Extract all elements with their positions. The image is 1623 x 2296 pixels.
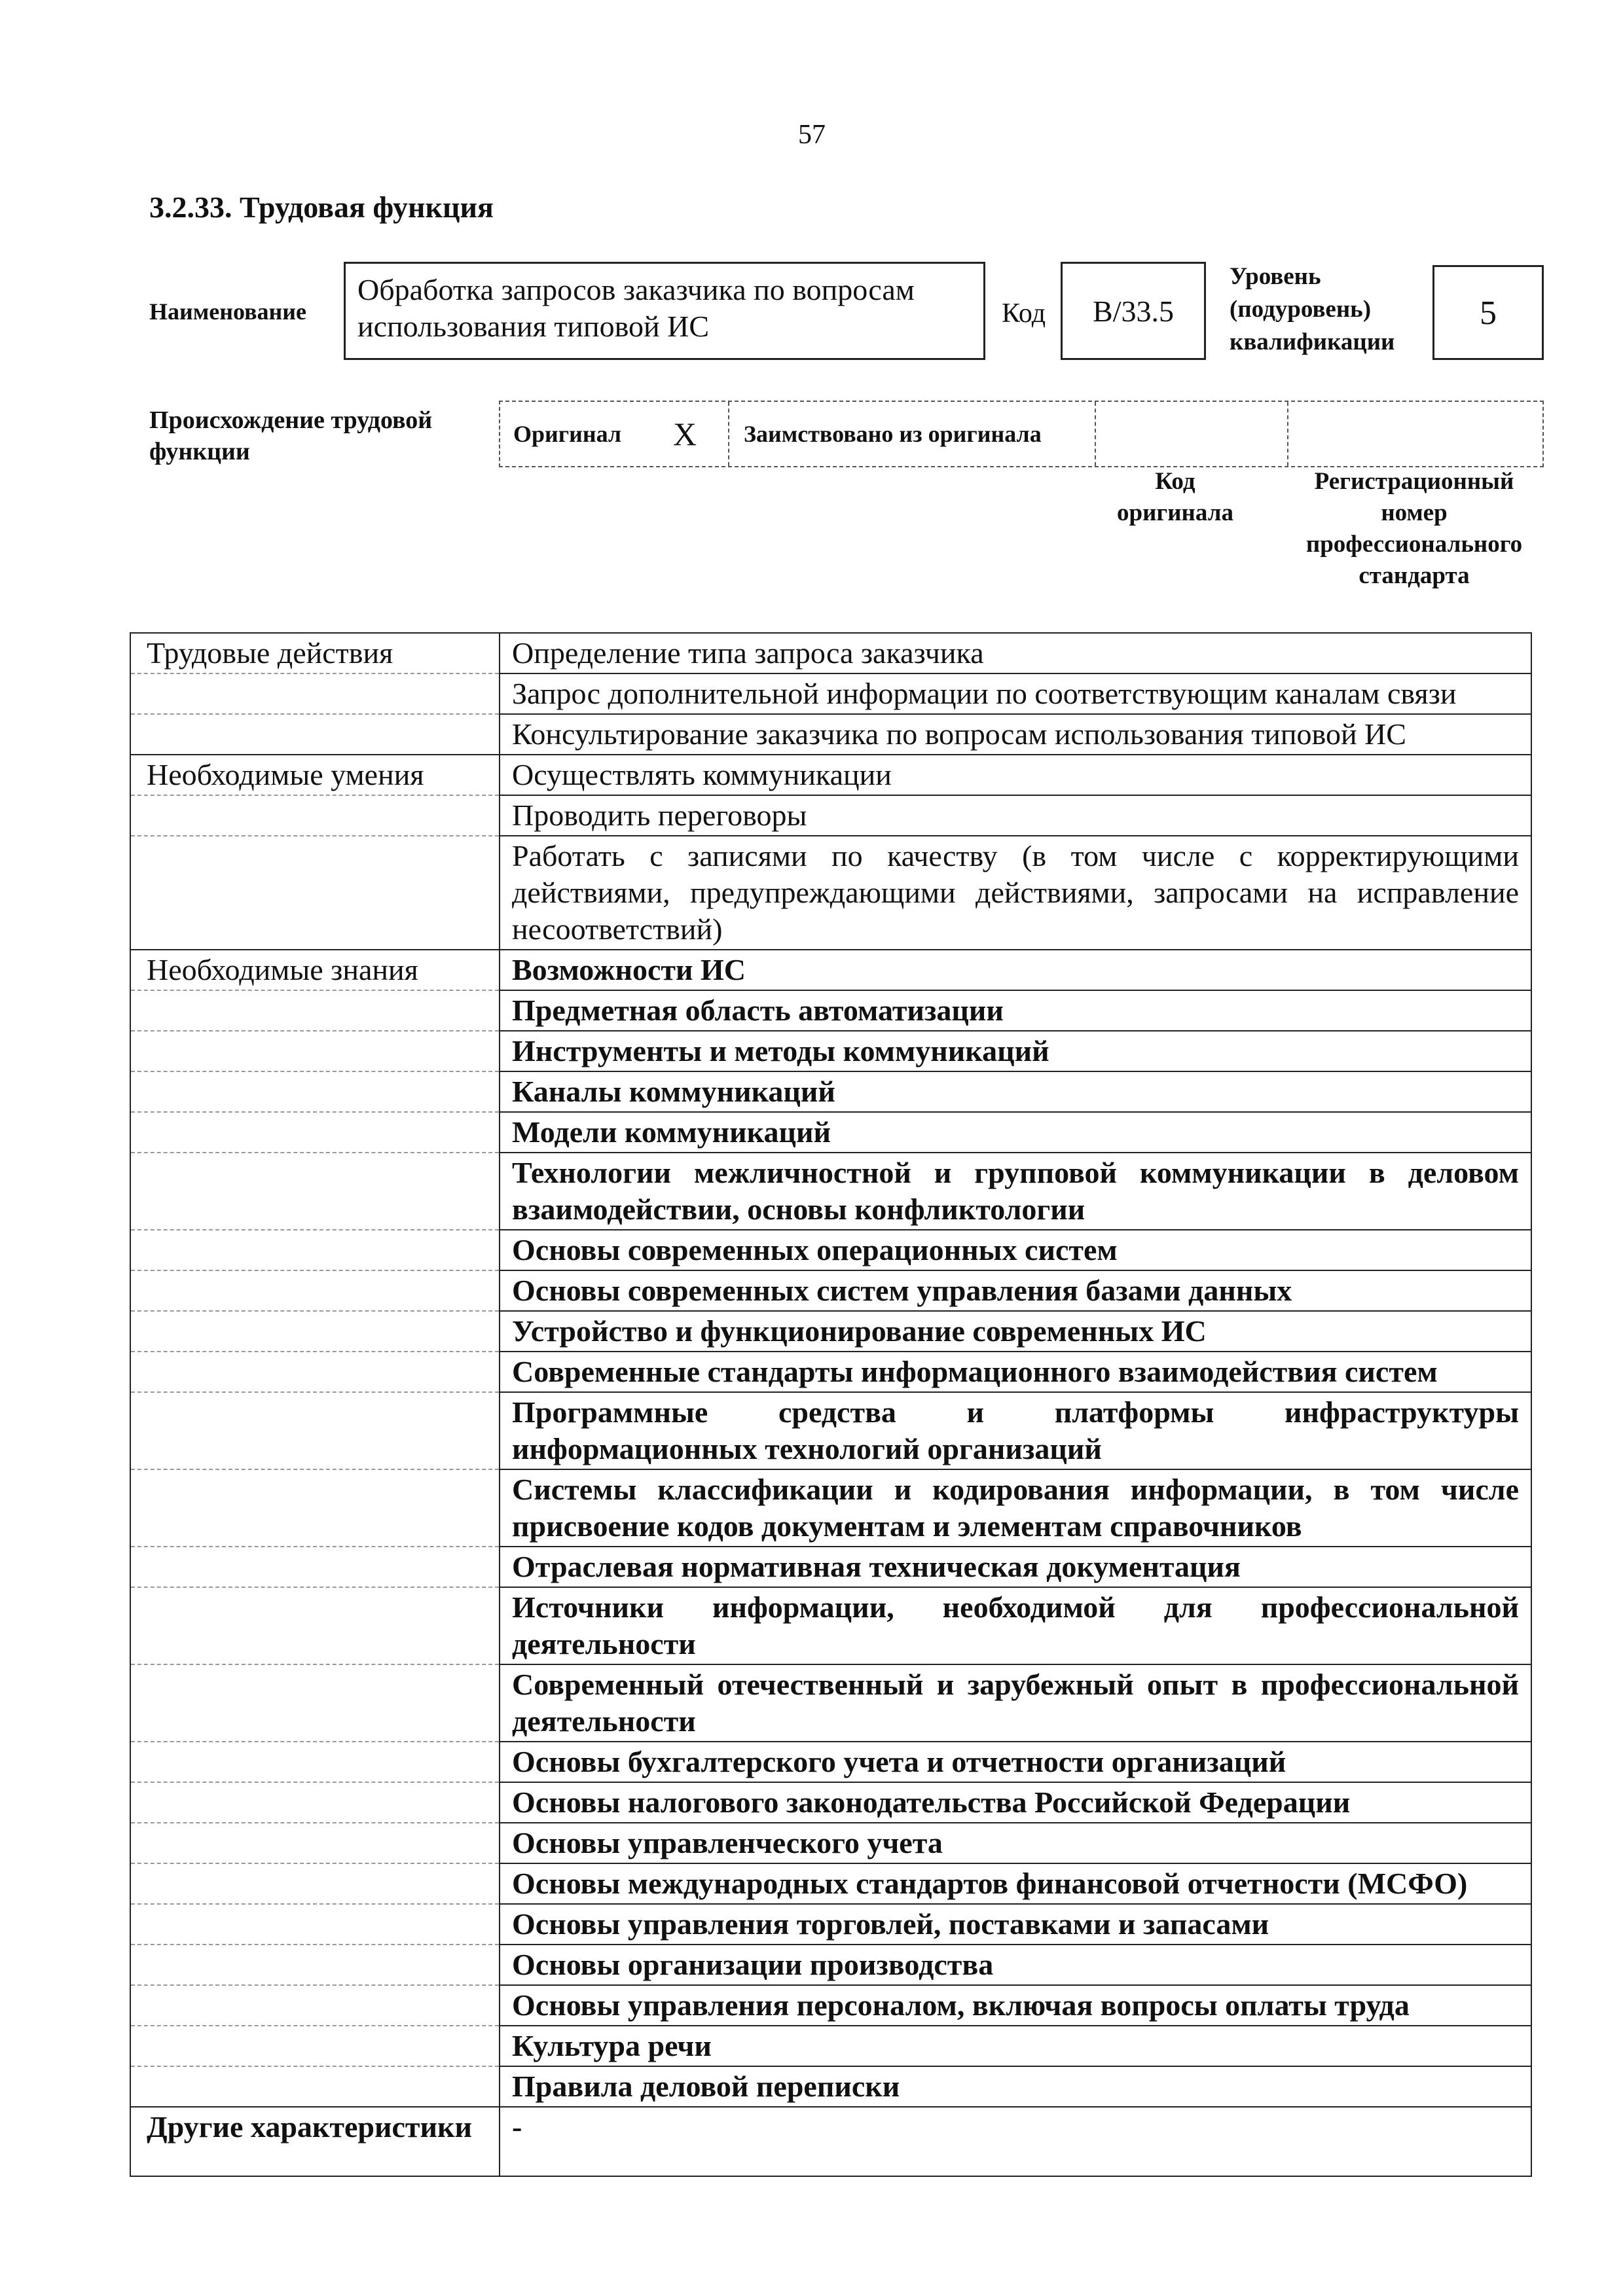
list-item: Отраслевая нормативная техническая документация [500, 1547, 1531, 1587]
list-item: Осуществлять коммуникации [500, 755, 1531, 795]
competency-table [130, 632, 1532, 2177]
table-row [130, 1587, 1531, 1664]
level-box: 5 [1432, 265, 1544, 360]
section-label-continued [130, 1112, 500, 1153]
list-item: Проводить переговоры [500, 795, 1531, 836]
list-item: Основы управления персоналом, включая вопросы оплаты труда [500, 1985, 1531, 2026]
table-row [130, 2026, 1531, 2066]
name-label: Наименование [149, 298, 306, 325]
origin-original-label: Оригинал [513, 421, 622, 447]
list-item: Работать с записями по качеству (в том числе с корректирующими действиями, предупреждающими действиями, запросами на исправление несоответствий) [500, 836, 1531, 950]
table-row [130, 1270, 1531, 1311]
section-label-continued [130, 1153, 500, 1230]
list-item: Запрос дополнительной информации по соответствующим каналам связи [500, 673, 1531, 714]
table-row [130, 1071, 1531, 1112]
section-label-continued [130, 2066, 500, 2107]
table-row [130, 1742, 1531, 1782]
code-label: Код [1002, 298, 1046, 329]
list-item: Правила деловой переписки [500, 2066, 1531, 2107]
list-item: Источники информации, необходимой для профессиональной деятельности [500, 1587, 1531, 1664]
section-label-continued [130, 795, 500, 836]
table-row [130, 950, 1531, 990]
table-row [130, 1311, 1531, 1352]
list-item: Основы налогового законодательства Российской Федерации [500, 1782, 1531, 1823]
list-item: Основы управления торговлей, поставками и запасами [500, 1904, 1531, 1945]
list-item: Современный отечественный и зарубежный опыт в профессиональной деятельности [500, 1664, 1531, 1742]
table-row [130, 1469, 1531, 1547]
section-label: Трудовые действия [130, 633, 500, 673]
table-row [130, 755, 1531, 795]
section-label-continued [130, 990, 500, 1031]
table-row [130, 1664, 1531, 1742]
list-item: Основы организации производства [500, 1945, 1531, 1985]
code-box: B/33.5 [1061, 262, 1206, 360]
origin-table [499, 401, 1544, 467]
table-row [130, 1985, 1531, 2026]
section-label-continued [130, 836, 500, 950]
section-label-continued [130, 2026, 500, 2066]
list-item: Современные стандарты информационного взаимодействия систем [500, 1352, 1531, 1392]
caption-code-original: Код оригинала [1117, 468, 1233, 526]
table-row [130, 1547, 1531, 1587]
origin-borrowed-label: Заимствовано из оригинала [744, 421, 1042, 447]
section-heading: 3.2.33. Трудовая функция [149, 190, 494, 224]
list-item: Программные средства и платформы инфраструктуры информационных технологий организаций [500, 1392, 1531, 1469]
table-row [130, 1230, 1531, 1270]
origin-label: Происхождение трудовой функции [149, 406, 433, 465]
section-label-continued [130, 1863, 500, 1904]
table-row [130, 795, 1531, 836]
section-label: Необходимые знания [130, 950, 500, 990]
section-label-continued [130, 1031, 500, 1071]
section-label-continued [130, 1230, 500, 1270]
list-item: Основы управленческого учета [500, 1823, 1531, 1863]
table-row [130, 1782, 1531, 1823]
section-label-continued [130, 1311, 500, 1352]
table-row [130, 1352, 1531, 1392]
section-label-continued [130, 714, 500, 755]
list-item: Основы бухгалтерского учета и отчетности организаций [500, 1742, 1531, 1782]
section-label-continued [130, 1664, 500, 1742]
page-number: 57 [798, 120, 826, 150]
list-item: Технологии межличностной и групповой коммуникации в деловом взаимодействии, основы конфликтологии [500, 1153, 1531, 1230]
table-row [130, 1112, 1531, 1153]
table-row [130, 673, 1531, 714]
section-label-continued [130, 1392, 500, 1469]
table-row [130, 633, 1531, 673]
section-label-continued [130, 1782, 500, 1823]
table-row [130, 1945, 1531, 1985]
table-row [130, 1031, 1531, 1071]
origin-borrowed-cell [729, 402, 1096, 466]
table-row [130, 1863, 1531, 1904]
table-row [130, 1904, 1531, 1945]
list-item: Системы классификации и кодирования информации, в том числе присвоение кодов документам и элементам справочников [500, 1469, 1531, 1547]
list-item: Инструменты и методы коммуникаций [500, 1031, 1531, 1071]
caption-registration-number: Регистрационный номер профессионального стандарта [1305, 468, 1523, 589]
section-label-continued [130, 1071, 500, 1112]
table-row [130, 714, 1531, 755]
origin-reg-cell [1288, 402, 1542, 466]
section-label-continued [130, 1270, 500, 1311]
origin-code-cell [1096, 402, 1288, 466]
table-row [130, 2066, 1531, 2107]
section-label-continued [130, 673, 500, 714]
section-label-continued [130, 1469, 500, 1547]
section-label-continued [130, 1945, 500, 1985]
list-item: Основы современных операционных систем [500, 1230, 1531, 1270]
list-item: Основы современных систем управления базами данных [500, 1270, 1531, 1311]
section-label-continued [130, 1985, 500, 2026]
origin-mark: X [673, 416, 697, 452]
list-item: Предметная область автоматизации [500, 990, 1531, 1031]
list-item: Каналы коммуникаций [500, 1071, 1531, 1112]
section-label-continued [130, 1587, 500, 1664]
list-item: Модели коммуникаций [500, 1112, 1531, 1153]
section-label: Другие характеристики [130, 2107, 500, 2176]
section-label-continued [130, 1904, 500, 1945]
table-row [130, 1823, 1531, 1863]
list-item: Консультирование заказчика по вопросам использования типовой ИС [500, 714, 1531, 755]
table-row [130, 836, 1531, 950]
list-item: Основы международных стандартов финансовой отчетности (МСФО) [500, 1863, 1531, 1904]
origin-original-cell [500, 402, 729, 466]
section-label-continued [130, 1823, 500, 1863]
function-name-box: Обработка запросов заказчика по вопросам использования типовой ИС [344, 262, 985, 360]
section-label-continued [130, 1547, 500, 1587]
table-row [130, 990, 1531, 1031]
table-row [130, 1153, 1531, 1230]
level-label: Уровень (подуровень) квалификации [1230, 263, 1395, 355]
section-label-continued [130, 1352, 500, 1392]
list-item: Устройство и функционирование современных ИС [500, 1311, 1531, 1352]
table-row [130, 2107, 1531, 2176]
list-item: - [500, 2107, 1531, 2176]
section-label-continued [130, 1742, 500, 1782]
section-label: Необходимые умения [130, 755, 500, 795]
list-item: Возможности ИС [500, 950, 1531, 990]
table-row [130, 1392, 1531, 1469]
list-item: Культура речи [500, 2026, 1531, 2066]
list-item: Определение типа запроса заказчика [500, 633, 1531, 673]
